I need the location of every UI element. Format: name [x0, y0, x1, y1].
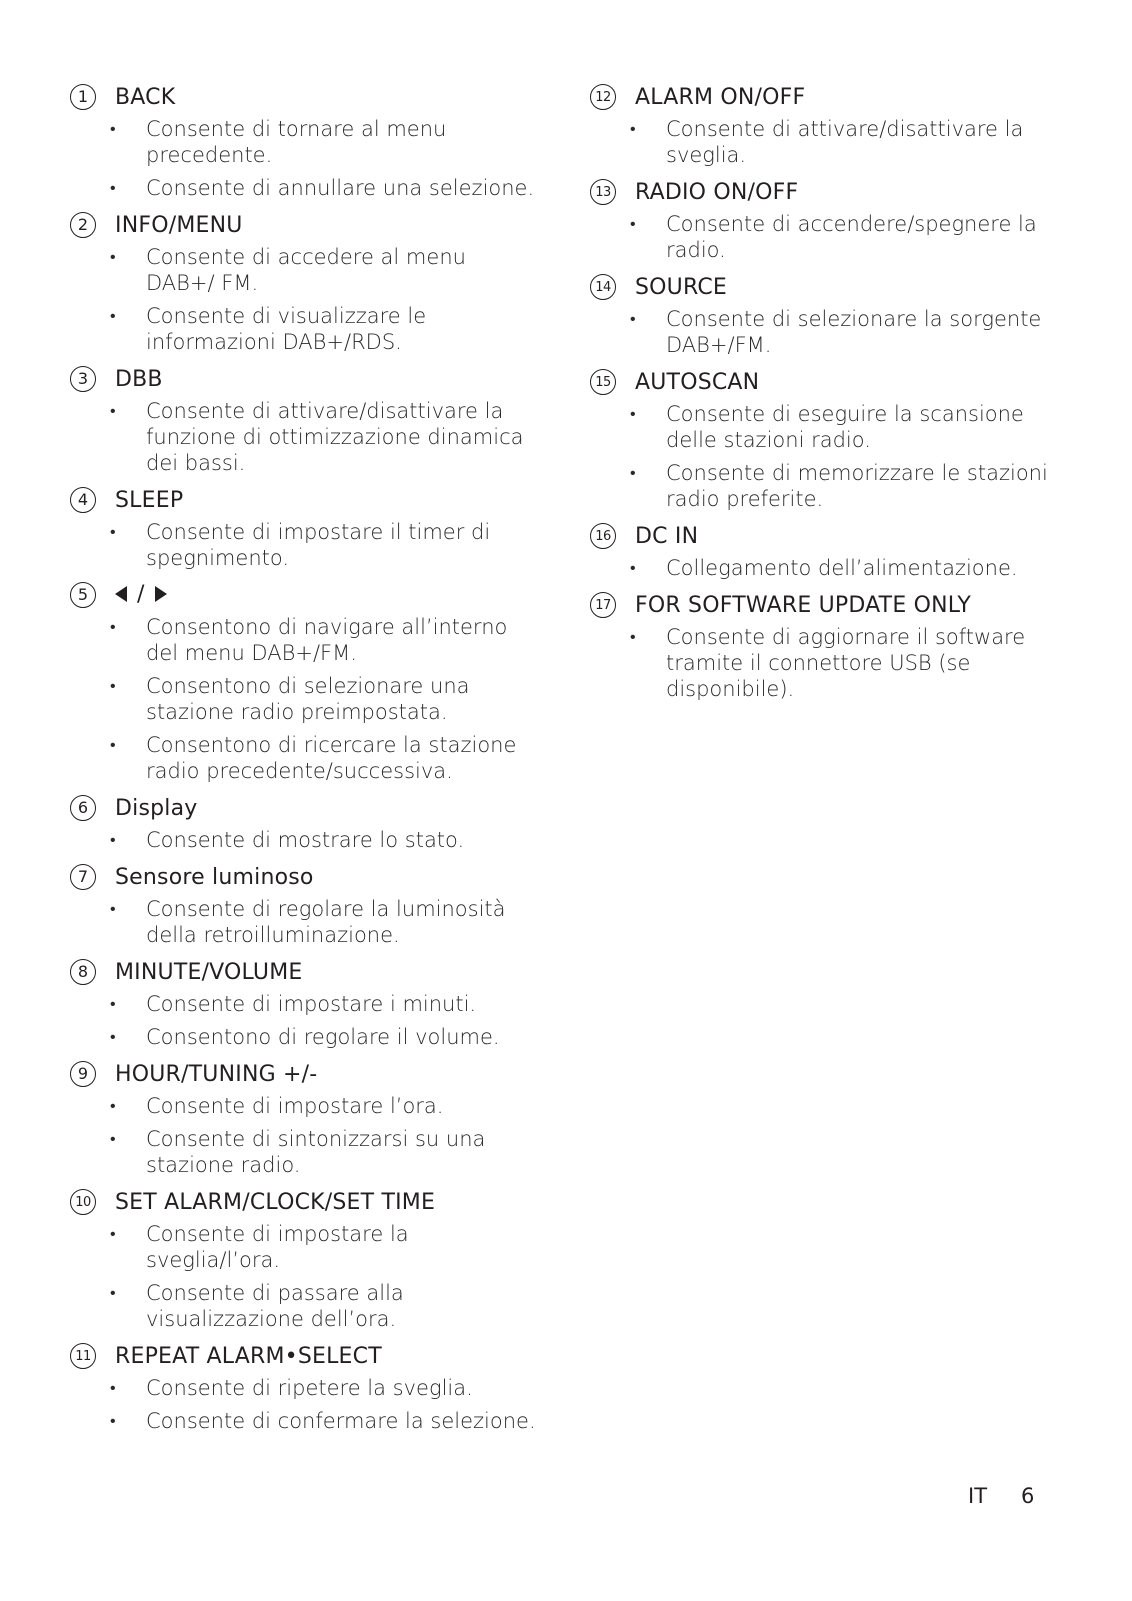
- bullet-item: • Consente di regolare la luminosità della retroilluminazione.: [110, 896, 540, 948]
- page-number: 6: [1021, 1484, 1035, 1508]
- control-heading: [590, 270, 1060, 304]
- circled-number-icon: 11: [70, 1343, 96, 1369]
- arrow-separator: /: [137, 581, 145, 607]
- control-heading: [70, 1185, 540, 1219]
- bullet-list: [70, 1375, 540, 1434]
- bullet-list: [70, 519, 540, 571]
- control-heading: [70, 362, 540, 396]
- circled-number-icon: 1: [70, 84, 96, 110]
- control-item-5: [70, 578, 540, 784]
- bullet-item: • Consentono di selezionare una stazione radio preimpostata.: [110, 673, 540, 725]
- bullet-item: • Consente di aggiornare il software tramite il connettore USB (se disponibile).: [630, 624, 1060, 702]
- control-item-6: [70, 791, 540, 853]
- control-item-7: [70, 860, 540, 948]
- left-column: [70, 80, 540, 1441]
- control-title: AUTOSCAN: [635, 369, 760, 395]
- circled-number-icon: 2: [70, 212, 96, 238]
- control-item-12: [590, 80, 1060, 168]
- control-heading: [590, 80, 1060, 114]
- bullet-item: • Consente di mostrare lo stato.: [110, 827, 540, 853]
- control-item-1: [70, 80, 540, 201]
- control-title-arrows: [115, 582, 167, 609]
- control-title: FOR SOFTWARE UPDATE ONLY: [635, 592, 971, 618]
- circled-number-icon: 8: [70, 959, 96, 985]
- circled-number-icon: 7: [70, 864, 96, 890]
- bullet-list: [590, 555, 1060, 581]
- circled-number-icon: 10: [70, 1189, 96, 1215]
- bullet-list: [70, 991, 540, 1050]
- bullet-item: • Consente di sintonizzarsi su una stazione radio.: [110, 1126, 540, 1178]
- control-heading: [590, 519, 1060, 553]
- bullet-item: • Consente di annullare una selezione.: [110, 175, 540, 201]
- circled-number-icon: 9: [70, 1061, 96, 1087]
- bullet-item: • Consente di impostare il timer di spegnimento.: [110, 519, 540, 571]
- bullet-list: [590, 116, 1060, 168]
- bullet-list: [590, 624, 1060, 702]
- control-heading: [70, 80, 540, 114]
- control-title: Sensore luminoso: [115, 864, 314, 890]
- control-heading: [70, 208, 540, 242]
- bullet-list: [70, 614, 540, 784]
- right-column: [590, 80, 1060, 709]
- control-item-8: [70, 955, 540, 1050]
- bullet-item: • Consente di accedere al menu DAB+/ FM.: [110, 244, 540, 296]
- control-heading: [70, 955, 540, 989]
- circled-number-icon: 12: [590, 84, 616, 110]
- bullet-item: • Consente di impostare la sveglia/l’ora.: [110, 1221, 540, 1273]
- triangle-left-icon: [115, 586, 127, 602]
- bullet-list: [70, 896, 540, 948]
- control-item-13: [590, 175, 1060, 263]
- bullet-list: [590, 306, 1060, 358]
- control-title: INFO/MENU: [115, 212, 243, 238]
- control-item-14: [590, 270, 1060, 358]
- control-title: ALARM ON/OFF: [635, 84, 806, 110]
- bullet-list: [70, 1093, 540, 1178]
- control-title: BACK: [115, 84, 176, 110]
- bullet-item: • Consentono di navigare all’interno del menu DAB+/FM.: [110, 614, 540, 666]
- circled-number-icon: 3: [70, 366, 96, 392]
- control-item-11: [70, 1339, 540, 1434]
- bullet-item: • Collegamento dell’alimentazione.: [630, 555, 1060, 581]
- bullet-list: [590, 401, 1060, 512]
- bullet-item: • Consente di attivare/disattivare la funzione di ottimizzazione dinamica dei bassi.: [110, 398, 540, 476]
- control-title: Display: [115, 795, 198, 821]
- circled-number-icon: 17: [590, 592, 616, 618]
- bullet-item: • Consente di eseguire la scansione delle stazioni radio.: [630, 401, 1060, 453]
- bullet-list: [590, 211, 1060, 263]
- bullet-list: [70, 1221, 540, 1332]
- bullet-item: • Consente di attivare/disattivare la sveglia.: [630, 116, 1060, 168]
- control-item-4: [70, 483, 540, 571]
- control-heading: [590, 365, 1060, 399]
- bullet-item: • Consente di passare alla visualizzazione dell’ora.: [110, 1280, 540, 1332]
- circled-number-icon: 6: [70, 795, 96, 821]
- circled-number-icon: 5: [70, 582, 96, 608]
- control-item-16: [590, 519, 1060, 581]
- triangle-right-icon: [155, 586, 167, 602]
- circled-number-icon: 14: [590, 274, 616, 300]
- control-title: SLEEP: [115, 487, 184, 513]
- control-item-17: [590, 588, 1060, 702]
- control-title: DC IN: [635, 523, 699, 549]
- bullet-item: • Consente di impostare i minuti.: [110, 991, 540, 1017]
- control-title: HOUR/TUNING +/-: [115, 1061, 318, 1087]
- control-heading: [70, 483, 540, 517]
- control-heading: [590, 175, 1060, 209]
- bullet-item: • Consente di impostare l’ora.: [110, 1093, 540, 1119]
- control-item-10: [70, 1185, 540, 1332]
- control-title: MINUTE/VOLUME: [115, 959, 303, 985]
- circled-number-icon: 13: [590, 179, 616, 205]
- control-heading: [70, 860, 540, 894]
- circled-number-icon: 15: [590, 369, 616, 395]
- control-heading: [70, 791, 540, 825]
- control-heading: [70, 578, 540, 612]
- control-heading: [70, 1339, 540, 1373]
- control-heading: [590, 588, 1060, 622]
- control-item-15: [590, 365, 1060, 512]
- control-title: RADIO ON/OFF: [635, 179, 799, 205]
- circled-number-icon: 4: [70, 487, 96, 513]
- control-item-3: [70, 362, 540, 476]
- bullet-item: • Consente di visualizzare le informazioni DAB+/RDS.: [110, 303, 540, 355]
- bullet-item: • Consente di selezionare la sorgente DAB+/FM.: [630, 306, 1060, 358]
- bullet-item: • Consente di tornare al menu precedente.: [110, 116, 540, 168]
- bullet-item: • Consente di accendere/spegnere la radio.: [630, 211, 1060, 263]
- bullet-list: [70, 398, 540, 476]
- bullet-list: [70, 116, 540, 201]
- circled-number-icon: 16: [590, 523, 616, 549]
- control-title: DBB: [115, 366, 163, 392]
- control-title: SET ALARM/CLOCK/SET TIME: [115, 1189, 436, 1215]
- control-heading: [70, 1057, 540, 1091]
- bullet-item: • Consente di memorizzare le stazioni radio preferite.: [630, 460, 1060, 512]
- control-item-2: [70, 208, 540, 355]
- control-item-9: [70, 1057, 540, 1178]
- bullet-list: [70, 244, 540, 355]
- bullet-item: • Consente di confermare la selezione.: [110, 1408, 540, 1434]
- language-code: IT: [968, 1484, 988, 1508]
- bullet-item: • Consentono di ricercare la stazione radio precedente/successiva.: [110, 732, 540, 784]
- bullet-item: • Consentono di regolare il volume.: [110, 1024, 540, 1050]
- bullet-item: • Consente di ripetere la sveglia.: [110, 1375, 540, 1401]
- page-footer: [968, 1484, 1034, 1508]
- control-title: SOURCE: [635, 274, 728, 300]
- bullet-list: [70, 827, 540, 853]
- control-title: REPEAT ALARM•SELECT: [115, 1343, 382, 1369]
